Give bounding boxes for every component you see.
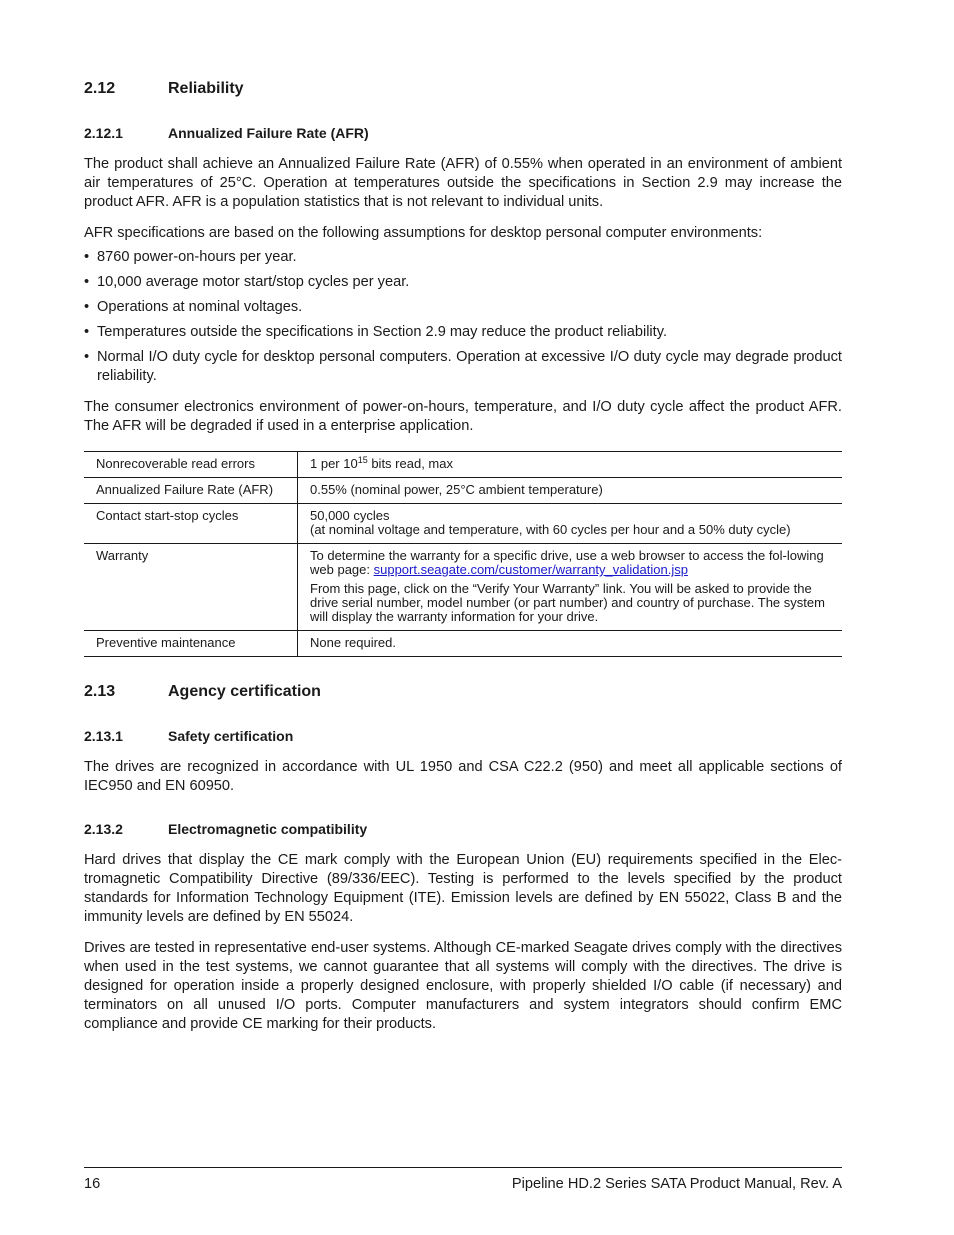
page-number: 16 — [84, 1176, 101, 1192]
page-footer — [84, 1176, 842, 1192]
section-title: Electromagnetic compatibility — [168, 821, 368, 837]
table-row — [84, 504, 842, 544]
section-title: Agency certification — [168, 683, 321, 700]
safety-paragraph: The drives are recognized in accordance with UL 1950 and CSA C22.2 (950) and meet all applicable sections of IEC950 and EN 60950. — [84, 759, 842, 794]
value-exponent: 15 — [357, 455, 368, 465]
table-cell-value: None required. — [298, 631, 843, 657]
list-item: • 10,000 average motor start/stop cycles per year. — [84, 273, 842, 292]
section-number: 2.12.1 — [84, 125, 123, 141]
table-row — [84, 478, 842, 504]
emc-paragraph-1: Hard drives that display the CE mark comply with the European Union (EU) requirements specified in the Elec-tromagnetic Compatibility Directive (89/336/EEC). Testing is performed to the levels specified by the product standards for Information Technology Equipment (ITE). Emission levels are defined by EN 55022, Class B and the immunity levels are defined by EN 55024. — [84, 852, 842, 925]
section-title: Reliability — [168, 80, 244, 97]
table-row — [84, 631, 842, 657]
document-title: Pipeline HD.2 Series SATA Product Manual, Rev. A — [511, 1176, 842, 1192]
list-item: • 8760 power-on-hours per year. — [84, 248, 842, 267]
warranty-intro — [310, 549, 834, 577]
table-cell-label: Warranty — [84, 544, 298, 631]
section-number: 2.13.2 — [84, 821, 123, 837]
afr-paragraph-1: The product shall achieve an Annualized Failure Rate (AFR) of 0.55% when operated in an environment of ambient air temperatures of 25°C. Operation at temperatures outside the specifications in Section 2.9 may increase the product AFR. AFR is a population statistics that is not relevant to individual units. — [84, 156, 842, 210]
value-base: 1 per 10 — [310, 456, 358, 471]
table-cell-value — [298, 504, 843, 544]
section-heading-2-13-2 — [84, 821, 842, 837]
table-cell-label: Nonrecoverable read errors — [84, 452, 298, 478]
section-heading-2-12 — [84, 80, 842, 98]
table-row — [84, 544, 842, 631]
section-title: Safety certification — [168, 728, 294, 744]
table-cell-label: Contact start-stop cycles — [84, 504, 298, 544]
table-cell-label: Annualized Failure Rate (AFR) — [84, 478, 298, 504]
section-heading-2-12-1 — [84, 125, 842, 141]
list-item: • Operations at nominal voltages. — [84, 298, 842, 317]
section-heading-2-13 — [84, 683, 842, 701]
section-number: 2.12 — [84, 80, 116, 97]
afr-paragraph-3: The consumer electronics environment of power-on-hours, temperature, and I/O duty cycle affect the product AFR. The AFR will be degraded if used in a enterprise application. — [84, 399, 842, 434]
table-cell-value: 0.55% (nominal power, 25°C ambient temperature) — [298, 478, 843, 504]
table-row — [84, 452, 842, 478]
value-line: (at nominal voltage and temperature, with 60 cycles per hour and a 50% duty cycle) — [310, 522, 791, 537]
table-cell-value — [298, 544, 843, 631]
section-heading-2-13-1 — [84, 728, 842, 744]
table-cell-value — [298, 452, 843, 478]
value-suffix: bits read, max — [367, 456, 453, 471]
list-item: • Temperatures outside the specifications in Section 2.9 may reduce the product reliability. — [84, 323, 842, 342]
warranty-link[interactable]: support.seagate.com/customer/warranty_validation.jsp — [373, 562, 688, 577]
afr-paragraph-2: AFR specifications are based on the following assumptions for desktop personal computer environments: — [84, 225, 763, 241]
warranty-intro-text: To determine the warranty for a specific drive, use a web browser to access the fol-lowing web page: — [310, 548, 824, 577]
section-number: 2.13 — [84, 683, 116, 700]
afr-assumptions-list — [84, 248, 842, 392]
warranty-instructions: From this page, click on the “Verify Your Warranty” link. You will be asked to provide the drive serial number, model number (or part number) and country of purchase. The system will display the warranty information for your drive. — [310, 581, 825, 624]
section-number: 2.13.1 — [84, 728, 123, 744]
table-cell-label: Preventive maintenance — [84, 631, 298, 657]
value-line: 50,000 cycles — [310, 508, 390, 523]
reliability-table-wrapper — [84, 451, 842, 657]
list-item: • Normal I/O duty cycle for desktop personal computers. Operation at excessive I/O duty cycle may degrade product reliability. — [84, 348, 842, 386]
section-title: Annualized Failure Rate (AFR) — [168, 125, 369, 141]
footer-divider — [84, 1167, 842, 1168]
emc-paragraph-2: Drives are tested in representative end-user systems. Although CE-marked Seagate drives comply with the directives when used in the test systems, we cannot guarantee that all systems will comply with the directives. The drive is designed for operation inside a properly designed enclosure, with properly shielded I/O cable (if necessary) and terminators on all unused I/O ports. Computer manufacturers and system integrators should confirm EMC compliance and provide CE marking for their products. — [84, 940, 842, 1032]
reliability-spec-table — [84, 451, 842, 657]
